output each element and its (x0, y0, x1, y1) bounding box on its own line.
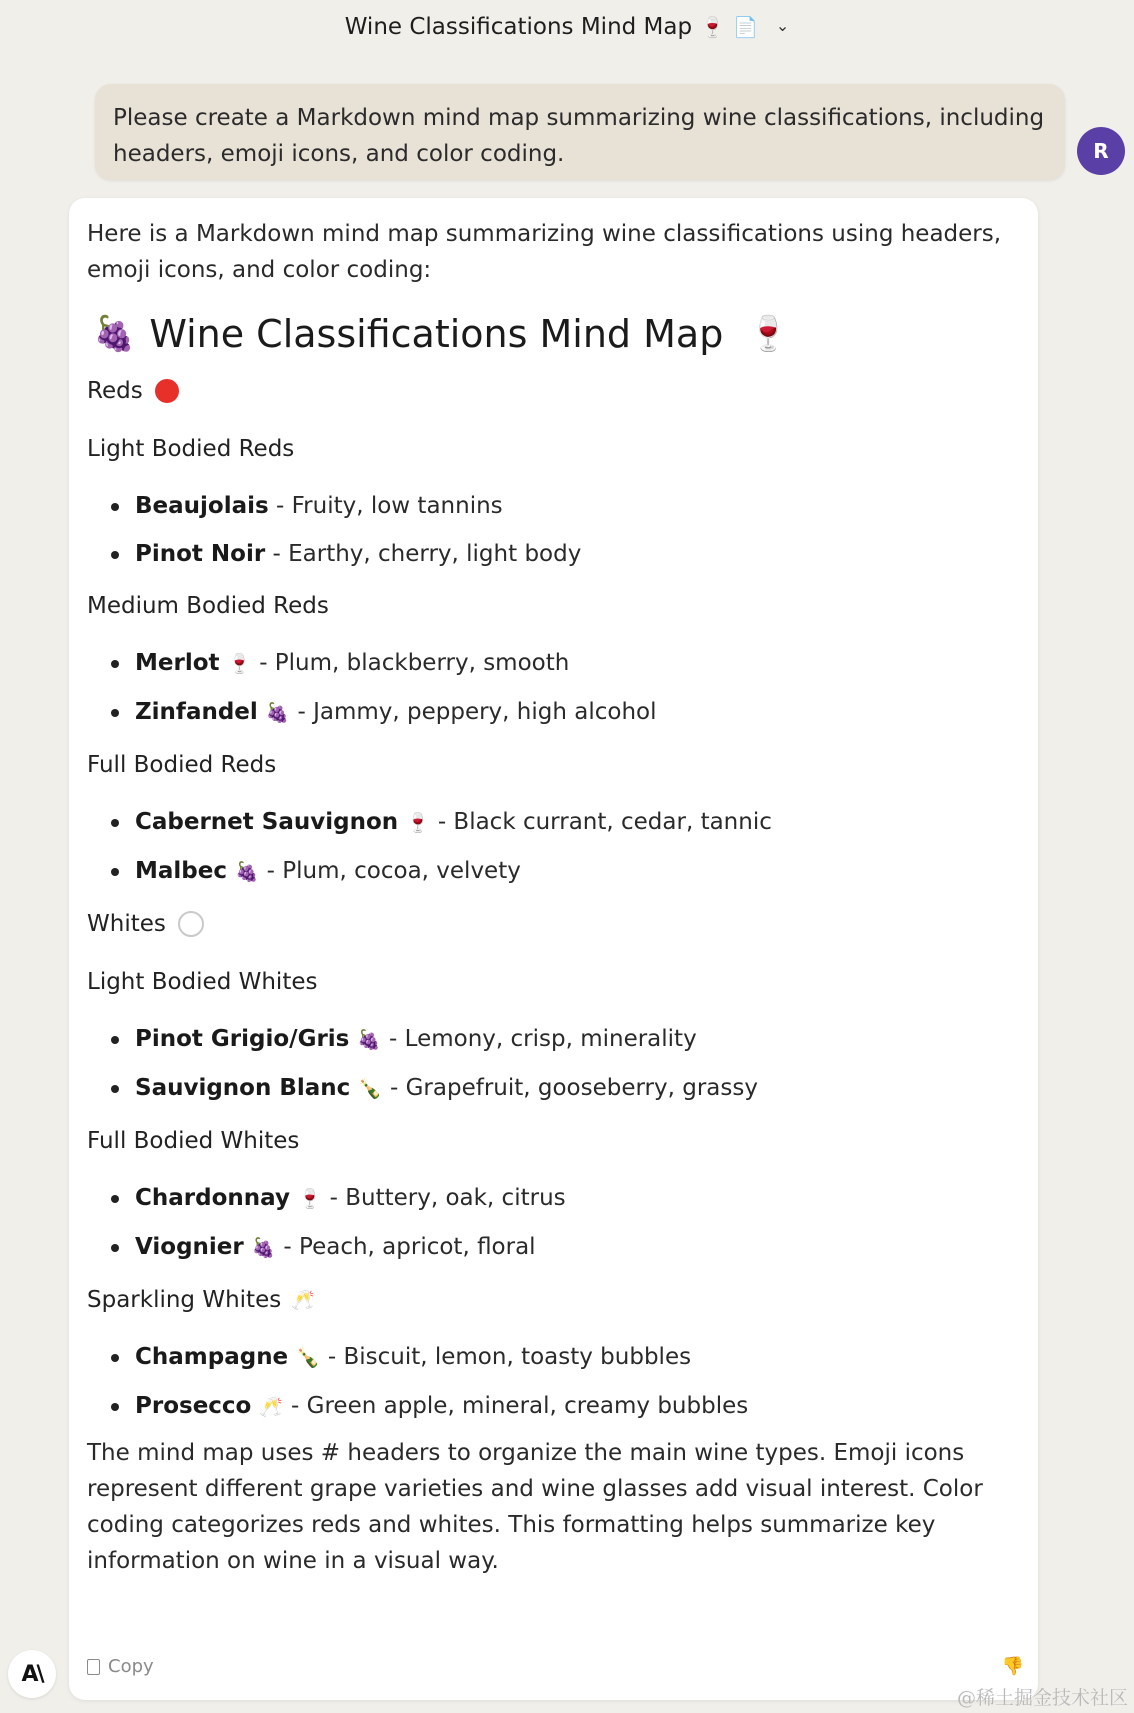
document-icon: 📄 (733, 15, 758, 39)
white-circle-icon (178, 911, 204, 937)
intro-text: Here is a Markdown mind map summarizing wine classifications using headers, emoji icons, and color coding: (87, 221, 1002, 283)
assistant-message (69, 198, 1038, 1700)
wine-desc: - Biscuit, lemon, toasty bubbles (327, 1344, 692, 1370)
wine-desc: - Lemony, crisp, minerality (389, 1026, 697, 1052)
wine-glass-icon: 🍷 (406, 812, 430, 834)
list-item (87, 688, 1020, 737)
list-item (87, 1223, 1020, 1272)
avatar[interactable]: R (1077, 127, 1125, 175)
wine-glass-icon: 🍷 (700, 15, 725, 39)
champagne-glasses-icon: 🥂 (259, 1396, 284, 1418)
red-circle-icon (155, 379, 179, 403)
bottle-icon: 🍾 (358, 1078, 382, 1100)
user-message (95, 84, 1065, 180)
list-item (87, 530, 1020, 578)
section-label: Reds (87, 378, 143, 404)
wine-desc: - Grapefruit, gooseberry, grassy (389, 1075, 758, 1101)
list-item (87, 1382, 1020, 1431)
wine-name: Prosecco (135, 1393, 252, 1419)
subsection-title: Medium Bodied Reds (87, 593, 329, 619)
subsection-sparkling (87, 1285, 1020, 1315)
wine-name: Zinfandel (135, 699, 258, 725)
subsection-title: Sparkling Whites (87, 1287, 282, 1313)
user-message-text: Please create a Markdown mind map summarizing wine classifications, including headers, emoji icons, and color coding. (113, 105, 1045, 167)
wine-name: Champagne (135, 1344, 289, 1370)
wine-glass-icon: 🍷 (297, 1188, 322, 1210)
conversation-title: Wine Classifications Mind Map (344, 14, 693, 40)
wine-list (87, 639, 1020, 737)
wine-name: Beaujolais (135, 493, 269, 519)
outro-text: The mind map uses # headers to organize the main wine types. Emoji icons represent different grape varieties and wine glasses add visual interest. Color coding categorizes reds and whites. This formatting helps summarize key information on wine in a visual way. (87, 1440, 983, 1574)
bottle-icon: 🍾 (296, 1347, 320, 1369)
wine-desc: - Buttery, oak, citrus (329, 1185, 566, 1211)
section-reds (87, 376, 1020, 406)
list-item (87, 1333, 1020, 1382)
subsection-title: Light Bodied Whites (87, 969, 318, 995)
wine-name: Merlot (135, 650, 220, 676)
page-title (87, 310, 1020, 358)
watermark: @稀土掘金技术社区 (956, 1687, 1128, 1709)
list-item (87, 639, 1020, 688)
copy-button[interactable] (87, 1656, 154, 1677)
wine-name: Malbec (135, 858, 227, 884)
wine-name: Chardonnay (135, 1185, 290, 1211)
champagne-glasses-icon: 🥂 (291, 1289, 315, 1311)
list-item (87, 482, 1020, 530)
list-item (87, 847, 1020, 896)
wine-list (87, 798, 1020, 896)
subsection-title: Full Bodied Whites (87, 1128, 300, 1154)
list-item (87, 798, 1020, 847)
wine-name: Sauvignon Blanc (135, 1075, 351, 1101)
clipboard-icon (87, 1659, 100, 1675)
wine-desc: - Peach, apricot, floral (283, 1234, 536, 1260)
wine-list (87, 482, 1020, 578)
wine-name: Pinot Noir (135, 541, 266, 567)
thumbs-down-icon[interactable]: 👎 (1001, 1656, 1024, 1677)
list-item (87, 1015, 1020, 1064)
wine-glass-icon: 🍷 (747, 314, 790, 354)
conversation-title-bar[interactable] (0, 0, 1134, 54)
wine-list (87, 1015, 1020, 1113)
list-item (87, 1174, 1020, 1223)
wine-desc: - Earthy, cherry, light body (272, 541, 582, 567)
copy-label: Copy (108, 1656, 154, 1677)
wine-desc: - Black currant, cedar, tannic (437, 809, 772, 835)
wine-desc: - Fruity, low tannins (276, 493, 503, 519)
wine-desc: - Plum, cocoa, velvety (266, 858, 521, 884)
wine-glass-icon: 🍷 (227, 653, 252, 675)
subsection-title: Light Bodied Reds (87, 436, 295, 462)
list-item (87, 1064, 1020, 1113)
wine-list (87, 1174, 1020, 1272)
wine-desc: - Jammy, peppery, high alcohol (297, 699, 657, 725)
grapes-icon: 🍇 (357, 1029, 382, 1051)
grapes-icon: 🍇 (93, 314, 136, 354)
grapes-icon: 🍇 (265, 702, 290, 724)
grapes-icon: 🍇 (251, 1237, 276, 1259)
wine-desc: - Plum, blackberry, smooth (259, 650, 570, 676)
wine-list (87, 1333, 1020, 1431)
subsection-title: Full Bodied Reds (87, 752, 277, 778)
wine-name: Pinot Grigio/Gris (135, 1026, 350, 1052)
chevron-down-icon[interactable]: ⌄ (775, 15, 790, 35)
wine-desc: - Green apple, mineral, creamy bubbles (291, 1393, 749, 1419)
section-whites (87, 909, 1020, 939)
anthropic-logo[interactable]: A\ (8, 1650, 56, 1698)
heading-text: Wine Classifications Mind Map (149, 312, 724, 356)
wine-name: Cabernet Sauvignon (135, 809, 399, 835)
wine-name: Viognier (135, 1234, 244, 1260)
grapes-icon: 🍇 (235, 861, 259, 883)
section-label: Whites (87, 911, 166, 937)
